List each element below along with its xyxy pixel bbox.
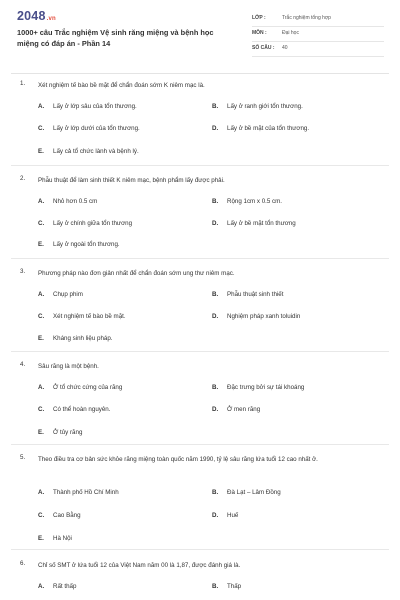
meta-value: Trắc nghiệm tổng hợp [282,15,331,21]
option-key: A. [38,103,45,110]
option-text: Thành phố Hồ Chí Minh [53,489,119,496]
option-key: E. [38,335,44,342]
option-key: A. [38,291,45,298]
logo-text: 2048 [17,9,46,23]
option-text: Lấy ở ngoài tổn thương. [53,241,120,248]
meta-row-subject [252,27,384,42]
option-text: Lấy ở lớp sâu của tổn thương. [53,103,137,110]
header-divider [11,73,389,74]
option-key: D. [212,220,219,227]
option-text: Ở tổ chức cứng của răng [53,384,123,391]
option-key: D. [212,125,219,132]
question-number: 5. [20,454,26,461]
option-key: C. [38,512,45,519]
option-key: B. [212,489,219,496]
option-key: A. [38,489,45,496]
question-separator [11,165,389,166]
question-text: Theo điều tra cơ bản sức khỏe răng miệng toàn quốc năm 1990, tỷ lệ sâu răng lứa tuổi 12 cao nhất ở. [38,456,318,463]
logo-suffix: .vn [46,16,56,22]
meta-info-table [252,12,384,57]
meta-label: LỚP : [252,15,266,21]
option-text: Xét nghiệm tế bào bề mặt. [53,313,126,320]
question-number: 3. [20,268,26,275]
option-text: Đặc trưng bởi sự tái khoáng [227,384,305,391]
meta-label: MÔN : [252,30,267,36]
question-separator [11,258,389,259]
option-key: C. [38,220,45,227]
option-key: D. [212,512,219,519]
question-text: Xét nghiệm tế bào bề mặt để chẩn đoán sớm K niêm mạc là. [38,82,205,89]
option-text: Cao Bằng [53,512,81,519]
option-text: Rất thấp [53,583,77,590]
option-key: B. [212,198,219,205]
option-text: Lấy ở bề mặt của tổn thương. [227,125,310,132]
option-key: E. [38,241,44,248]
option-key: B. [212,384,219,391]
option-key: B. [212,291,219,298]
question-separator [11,444,389,445]
document-title: 1000+ câu Trắc nghiệm Vệ sinh răng miệng và bệnh học miệng có đáp án - Phần 14 [17,28,214,48]
option-text: Chụp phim [53,291,83,298]
meta-row-class [252,12,384,27]
option-key: A. [38,583,45,590]
option-key: D. [212,406,219,413]
option-text: Lấy ở ranh giới tổn thương. [227,103,303,110]
meta-label: SỐ CÂU : [252,45,275,51]
meta-value: Đại học [282,30,299,36]
question-text: Phương pháp nào đơn giản nhất để chẩn đoán sớm ung thư niêm mạc. [38,270,235,277]
option-text: Thấp [227,583,242,590]
option-text: Nghiệm pháp xanh toluidin [227,313,301,320]
option-text: Phẫu thuật sinh thiết [227,291,284,298]
option-text: Ở tủy răng [53,429,83,436]
option-text: Lấy cả tổ chức lành và bệnh lý. [53,148,139,155]
question-number: 1. [20,80,26,87]
option-key: A. [38,198,45,205]
option-text: Lấy ở chính giữa tổn thương [53,220,133,227]
option-key: E. [38,429,44,436]
question-text: Chỉ số SMT ở lứa tuổi 12 của Việt Nam năm 00 là 1,87, được đánh giá là. [38,562,241,569]
option-key: D. [212,313,219,320]
question-number: 2. [20,175,26,182]
option-text: Kháng sinh liệu pháp. [53,335,113,342]
option-text: Huế [227,512,239,519]
site-logo[interactable] [17,9,56,23]
question-number: 6. [20,560,26,567]
page-header [0,0,400,68]
option-key: B. [212,583,219,590]
option-text: Có thể hoàn nguyên. [53,406,111,413]
option-key: C. [38,313,45,320]
meta-row-count [252,42,384,57]
option-text: Lấy ở bề mặt tổn thương [227,220,296,227]
question-separator [11,549,389,550]
option-text: Hà Nội [53,535,72,542]
question-text: Phẫu thuật để làm sinh thiết K niêm mạc, bệnh phẩm lấy được phải. [38,177,225,184]
meta-value: 40 [282,45,288,51]
option-text: Ở men răng [227,406,261,413]
option-key: C. [38,406,45,413]
option-key: E. [38,535,44,542]
option-text: Lấy ở lớp dưới của tổn thương. [53,125,140,132]
option-key: C. [38,125,45,132]
option-text: Đà Lạt – Lâm Đồng [227,489,281,496]
option-key: E. [38,148,44,155]
option-key: A. [38,384,45,391]
question-text: Sâu răng là một bệnh. [38,363,99,370]
option-text: Nhỏ hơn 0.5 cm [53,198,98,205]
question-separator [11,351,389,352]
question-number: 4. [20,361,26,368]
option-key: B. [212,103,219,110]
option-text: Rộng 1cm x 0.5 cm. [227,198,283,205]
